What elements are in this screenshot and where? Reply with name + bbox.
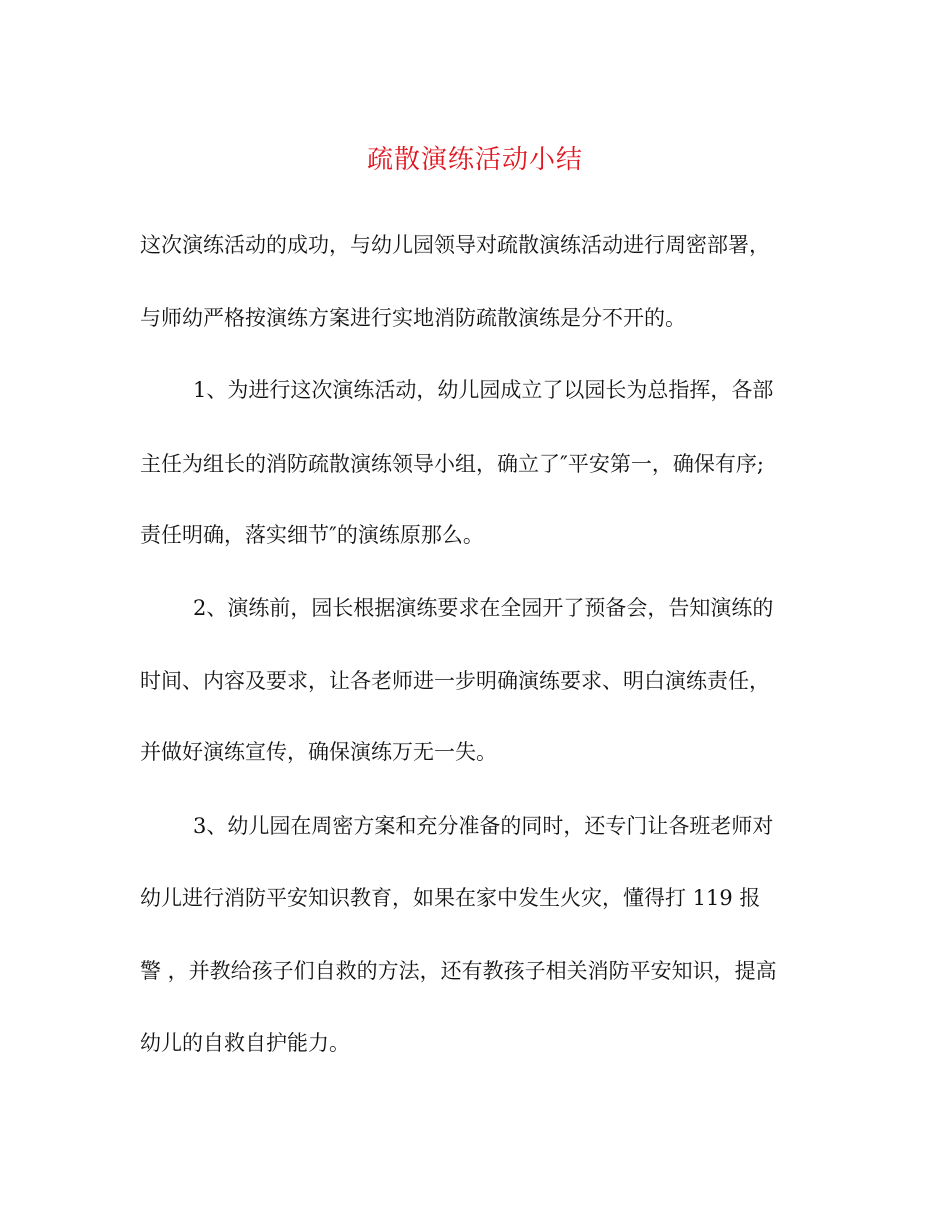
paragraph-1-line-3: 责任明确，落实细节″的演练原那么。 — [140, 523, 484, 547]
paragraph-3-line-1: 3、幼儿园在周密方案和充分准备的同时，还专门让各班老师对 — [193, 814, 774, 838]
paragraph-3-line-3: 警 ，并教给孩子们自救的方法，还有教孩子相关消防平安知识，提高 — [140, 959, 777, 983]
paragraph-2-line-3: 并做好演练宣传，确保演练万无一失。 — [140, 740, 497, 764]
paragraph-intro-line-2: 与师幼严格按演练方案进行实地消防疏散演练是分不开的。 — [140, 306, 686, 330]
paragraph-3-line-4: 幼儿的自救自护能力。 — [140, 1031, 350, 1055]
paragraph-1-line-1: 1、为进行这次演练活动，幼儿园成立了以园长为总指挥，各部 — [193, 378, 774, 402]
paragraph-intro-line-1: 这次演练活动的成功，与幼儿园领导对疏散演练活动进行周密部署， — [140, 233, 770, 257]
paragraph-2-line-1: 2、演练前，园长根据演练要求在全园开了预备会，告知演练的 — [193, 596, 774, 620]
paragraph-2-line-2: 时间、内容及要求，让各老师进一步明确演练要求、明白演练责任， — [140, 669, 770, 693]
paragraph-3-line-2: 幼儿进行消防平安知识教育，如果在家中发生火灾，懂得打 119 报 — [140, 886, 761, 910]
document-title: 疏散演练活动小结 — [366, 145, 583, 175]
paragraph-1-line-2: 主任为组长的消防疏散演练领导小组，确立了″平安第一，确保有序; — [140, 452, 764, 476]
